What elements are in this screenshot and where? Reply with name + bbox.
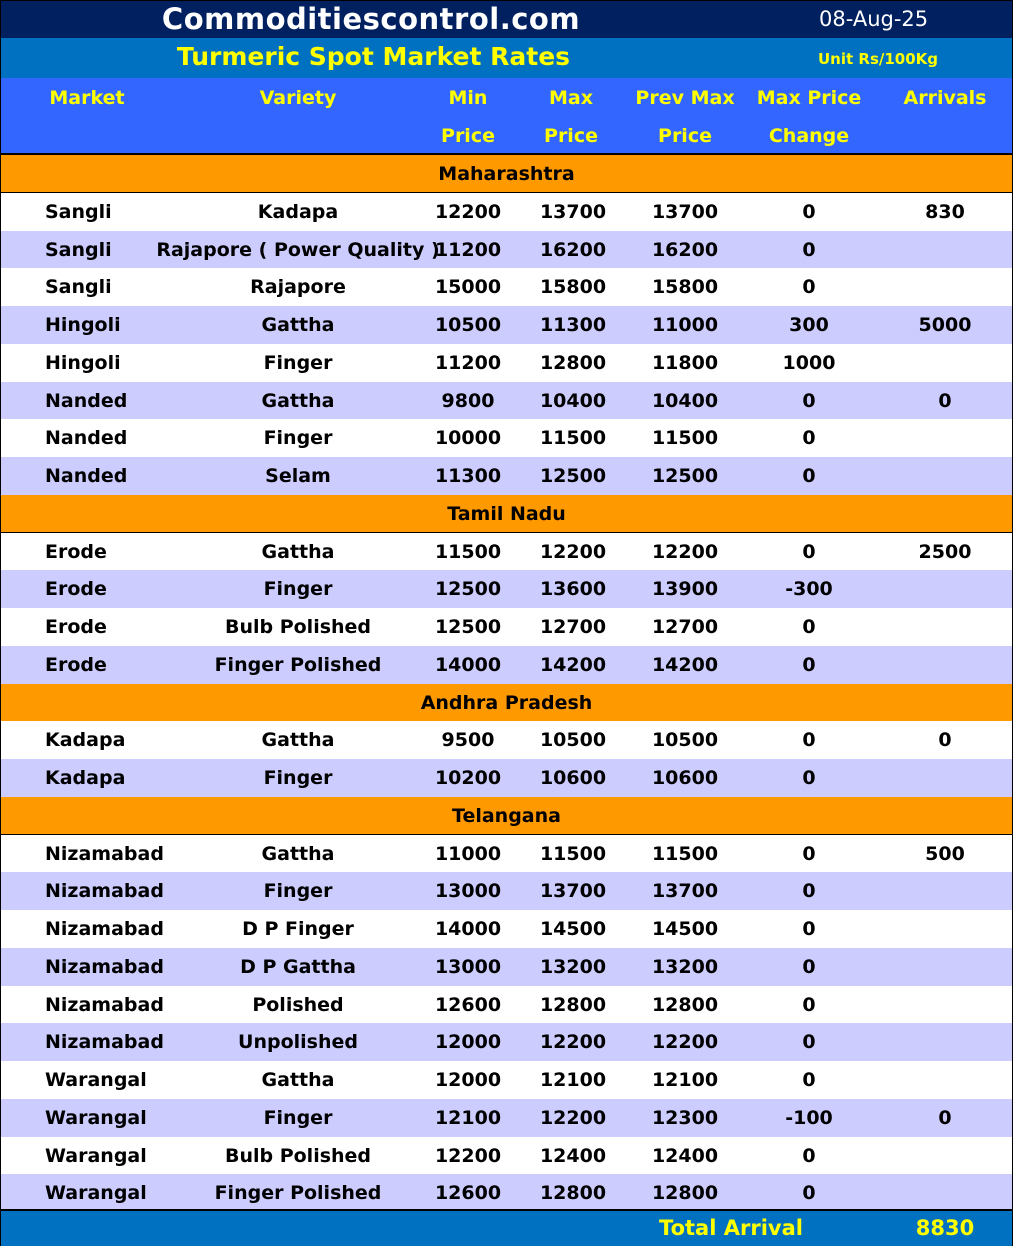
max-price-cell: 10600 (539, 767, 607, 789)
prev-max-price-cell: 12500 (651, 465, 719, 487)
max-price-cell: 10400 (539, 389, 607, 412)
variety-cell: Unpolished (238, 1031, 358, 1054)
prev-max-price-cell: 12300 (651, 1106, 719, 1129)
min-price-cell: 12600 (434, 993, 502, 1016)
variety-cell: D P Finger (242, 918, 354, 940)
max-price-cell: 13700 (539, 880, 607, 903)
prev-max-price-cell: 14200 (651, 653, 719, 676)
min-price-cell: 9800 (441, 389, 495, 412)
variety-cell: Bulb Polished (224, 1144, 372, 1167)
col-prev-line2: Price (658, 125, 712, 147)
prev-max-price-cell: 10600 (651, 767, 719, 789)
max-price-cell: 12700 (539, 616, 607, 638)
table-row (1, 457, 1012, 495)
min-price-cell: 14000 (434, 918, 502, 940)
prev-max-price-cell: 15800 (651, 276, 719, 299)
max-price-change-cell: 300 (789, 314, 829, 336)
arrivals-cell: 0 (938, 1106, 952, 1129)
table-header (1, 78, 1012, 155)
max-price-change-cell: 0 (802, 1031, 816, 1054)
min-price-cell: 11500 (434, 540, 502, 563)
unit-label: Unit Rs/100Kg (818, 50, 939, 68)
variety-cell: Gattha (261, 842, 335, 865)
max-price-cell: 15800 (539, 276, 607, 299)
prev-max-price-cell: 11000 (651, 314, 719, 336)
col-min-line1: Min (448, 87, 488, 109)
min-price-cell: 13000 (434, 955, 502, 978)
max-price-change-cell: 0 (802, 918, 816, 940)
col-arrivals: Arrivals (903, 87, 987, 109)
market-cell: Erode (45, 578, 107, 601)
max-price-cell: 12200 (539, 1106, 607, 1129)
arrivals-cell (895, 570, 995, 608)
prev-max-price-cell: 10500 (651, 729, 719, 752)
max-price-cell: 13200 (539, 955, 607, 978)
max-price-change-cell: 0 (802, 993, 816, 1016)
market-cell: Nizamabad (45, 1031, 164, 1054)
prev-max-price-cell: 13700 (651, 880, 719, 903)
max-price-change-cell: 0 (802, 276, 816, 299)
variety-cell: Finger (263, 1106, 333, 1129)
variety-cell: D P Gattha (240, 955, 356, 978)
table-row (1, 1023, 1012, 1061)
site-name: Commoditiescontrol.com (161, 2, 581, 36)
col-max-line1: Max (549, 87, 593, 109)
market-cell: Sangli (45, 276, 112, 299)
col-max-line2: Price (544, 125, 598, 147)
table-row (1, 193, 1012, 231)
table-row (1, 382, 1012, 420)
max-price-change-cell: 0 (802, 1069, 816, 1091)
variety-cell: Gattha (261, 540, 335, 563)
max-price-cell: 12800 (539, 1182, 607, 1205)
table-row (1, 268, 1012, 306)
arrivals-cell: 5000 (918, 314, 972, 336)
arrivals-cell (895, 910, 995, 948)
max-price-change-cell: 0 (802, 1182, 816, 1205)
max-price-change-cell: 0 (802, 729, 816, 752)
min-price-cell: 12200 (434, 200, 502, 223)
table-row (1, 344, 1012, 382)
prev-max-price-cell: 12200 (651, 540, 719, 563)
min-price-cell: 12000 (434, 1031, 502, 1054)
max-price-change-cell: -300 (785, 578, 833, 601)
min-price-cell: 12600 (434, 1182, 502, 1205)
prev-max-price-cell: 12700 (651, 616, 719, 638)
variety-cell: Finger (263, 427, 333, 450)
max-price-change-cell: 0 (802, 955, 816, 978)
variety-cell: Rajapore ( Power Quality ) (156, 238, 440, 261)
prev-max-price-cell: 13200 (651, 955, 719, 978)
table-row (1, 910, 1012, 948)
table-row (1, 1137, 1012, 1175)
max-price-change-cell: 0 (802, 540, 816, 563)
variety-cell: Finger (263, 880, 333, 903)
prev-max-price-cell: 11800 (651, 351, 719, 374)
market-cell: Nizamabad (45, 955, 164, 978)
min-price-cell: 10000 (434, 427, 502, 450)
arrivals-cell (895, 1174, 995, 1212)
min-price-cell: 12500 (434, 616, 502, 638)
prev-max-price-cell: 12200 (651, 1031, 719, 1054)
variety-cell: Finger (263, 767, 333, 789)
market-cell: Nanded (45, 427, 128, 450)
max-price-cell: 12400 (539, 1144, 607, 1167)
max-price-cell: 12100 (539, 1069, 607, 1091)
col-variety: Variety (259, 87, 337, 109)
min-price-cell: 11000 (434, 842, 502, 865)
arrivals-cell (895, 1061, 995, 1099)
arrivals-cell (895, 268, 995, 306)
report-date: 08-Aug-25 (819, 7, 929, 31)
table-row (1, 835, 1012, 873)
market-cell: Nanded (45, 465, 128, 487)
min-price-cell: 12500 (434, 578, 502, 601)
market-cell: Erode (45, 653, 107, 676)
min-price-cell: 11300 (434, 465, 502, 487)
max-price-cell: 12500 (539, 465, 607, 487)
market-cell: Warangal (45, 1106, 147, 1129)
title-band (1, 0, 1012, 39)
max-price-change-cell: 0 (802, 880, 816, 903)
market-cell: Hingoli (45, 351, 121, 374)
min-price-cell: 15000 (434, 276, 502, 299)
market-cell: Warangal (45, 1182, 147, 1205)
max-price-change-cell: 0 (802, 427, 816, 450)
prev-max-price-cell: 12100 (651, 1069, 719, 1091)
total-band (1, 1209, 1012, 1246)
variety-cell: Gattha (261, 314, 335, 336)
variety-cell: Bulb Polished (224, 616, 372, 638)
market-cell: Erode (45, 540, 107, 563)
max-price-change-cell: 0 (802, 616, 816, 638)
prev-max-price-cell: 16200 (651, 238, 719, 261)
table-row (1, 1061, 1012, 1099)
market-cell: Kadapa (45, 729, 126, 752)
market-cell: Sangli (45, 200, 112, 223)
market-cell: Kadapa (45, 767, 126, 789)
variety-cell: Finger (263, 351, 333, 374)
arrivals-cell (895, 1137, 995, 1175)
max-price-change-cell: 0 (802, 389, 816, 412)
arrivals-cell: 0 (938, 729, 952, 752)
market-cell: Warangal (45, 1069, 147, 1091)
table-row (1, 872, 1012, 910)
region-label: Andhra Pradesh (420, 691, 593, 714)
region-label: Maharashtra (438, 163, 575, 185)
max-price-cell: 14500 (539, 918, 607, 940)
max-price-cell: 11300 (539, 314, 607, 336)
max-price-change-cell: 0 (802, 465, 816, 487)
arrivals-cell: 0 (938, 389, 952, 412)
arrivals-cell (895, 948, 995, 986)
max-price-cell: 14200 (539, 653, 607, 676)
prev-max-price-cell: 12800 (651, 1182, 719, 1205)
arrivals-cell (895, 608, 995, 646)
prev-max-price-cell: 13700 (651, 200, 719, 223)
min-price-cell: 12100 (434, 1106, 502, 1129)
arrivals-cell (895, 759, 995, 797)
max-price-cell: 16200 (539, 238, 607, 261)
max-price-change-cell: 0 (802, 1144, 816, 1167)
max-price-cell: 12800 (539, 993, 607, 1016)
market-cell: Hingoli (45, 314, 121, 336)
table-row (1, 570, 1012, 608)
max-price-change-cell: 0 (802, 238, 816, 261)
market-cell: Erode (45, 616, 107, 638)
min-price-cell: 9500 (441, 729, 495, 752)
arrivals-cell (895, 344, 995, 382)
table-row (1, 759, 1012, 797)
max-price-cell: 12200 (539, 540, 607, 563)
arrivals-cell: 2500 (918, 540, 972, 563)
market-cell: Sangli (45, 238, 112, 261)
max-price-change-cell: 0 (802, 653, 816, 676)
max-price-cell: 12200 (539, 1031, 607, 1054)
report-title: Turmeric Spot Market Rates (176, 42, 571, 71)
region-row (1, 797, 1012, 835)
table-row (1, 608, 1012, 646)
col-market: Market (49, 87, 125, 109)
variety-cell: Rajapore (250, 276, 346, 299)
min-price-cell: 10500 (434, 314, 502, 336)
variety-cell: Selam (265, 465, 331, 487)
region-label: Telangana (452, 804, 561, 827)
col-change-line2: Change (768, 125, 850, 147)
variety-cell: Finger Polished (214, 1182, 382, 1205)
col-min-line2: Price (441, 125, 495, 147)
table-row (1, 1099, 1012, 1137)
variety-cell: Gattha (261, 389, 335, 412)
arrivals-cell (895, 986, 995, 1024)
max-price-cell: 12800 (539, 351, 607, 374)
arrivals-cell: 500 (925, 842, 965, 865)
table-row (1, 231, 1012, 269)
col-change-line1: Max Price (756, 87, 862, 109)
max-price-change-cell: 1000 (782, 351, 836, 374)
min-price-cell: 12200 (434, 1144, 502, 1167)
market-cell: Nizamabad (45, 842, 164, 865)
max-price-change-cell: 0 (802, 767, 816, 789)
max-price-change-cell: -100 (785, 1106, 833, 1129)
max-price-cell: 13700 (539, 200, 607, 223)
variety-cell: Kadapa (257, 200, 339, 223)
arrivals-cell (895, 646, 995, 684)
prev-max-price-cell: 11500 (651, 427, 719, 450)
arrivals-cell (895, 457, 995, 495)
table-row (1, 948, 1012, 986)
region-row (1, 495, 1012, 533)
table-row (1, 721, 1012, 759)
prev-max-price-cell: 11500 (651, 842, 719, 865)
arrivals-cell (895, 872, 995, 910)
variety-cell: Gattha (261, 1069, 335, 1091)
min-price-cell: 12000 (434, 1069, 502, 1091)
max-price-change-cell: 0 (802, 842, 816, 865)
region-label: Tamil Nadu (447, 502, 566, 525)
prev-max-price-cell: 12800 (651, 993, 719, 1016)
market-cell: Warangal (45, 1144, 147, 1167)
arrivals-cell (895, 1023, 995, 1061)
min-price-cell: 11200 (434, 238, 502, 261)
max-price-cell: 11500 (539, 427, 607, 450)
market-cell: Nizamabad (45, 880, 164, 903)
max-price-cell: 10500 (539, 729, 607, 752)
table-row (1, 646, 1012, 684)
table-row (1, 419, 1012, 457)
max-price-cell: 13600 (539, 578, 607, 601)
arrivals-cell (895, 419, 995, 457)
col-prev-line1: Prev Max (635, 87, 735, 109)
prev-max-price-cell: 13900 (651, 578, 719, 601)
prev-max-price-cell: 12400 (651, 1144, 719, 1167)
table-row (1, 533, 1012, 571)
prev-max-price-cell: 14500 (651, 918, 719, 940)
table-row (1, 306, 1012, 344)
subtitle-band (1, 38, 1012, 78)
min-price-cell: 11200 (434, 351, 502, 374)
table-row (1, 1174, 1012, 1212)
variety-cell: Gattha (261, 729, 335, 752)
total-arrival-value: 8830 (915, 1216, 975, 1240)
max-price-cell: 11500 (539, 842, 607, 865)
total-arrival-label: Total Arrival (659, 1216, 803, 1240)
max-price-change-cell: 0 (802, 200, 816, 223)
prev-max-price-cell: 10400 (651, 389, 719, 412)
table-row (1, 986, 1012, 1024)
region-row (1, 155, 1012, 193)
arrivals-cell (895, 231, 995, 269)
region-row (1, 684, 1012, 722)
market-cell: Nizamabad (45, 993, 164, 1016)
min-price-cell: 13000 (434, 880, 502, 903)
min-price-cell: 10200 (434, 767, 502, 789)
arrivals-cell: 830 (925, 200, 965, 223)
variety-cell: Finger (263, 578, 333, 601)
market-cell: Nizamabad (45, 918, 164, 940)
market-cell: Nanded (45, 389, 128, 412)
variety-cell: Finger Polished (214, 653, 382, 676)
variety-cell: Polished (252, 993, 344, 1016)
min-price-cell: 14000 (434, 653, 502, 676)
